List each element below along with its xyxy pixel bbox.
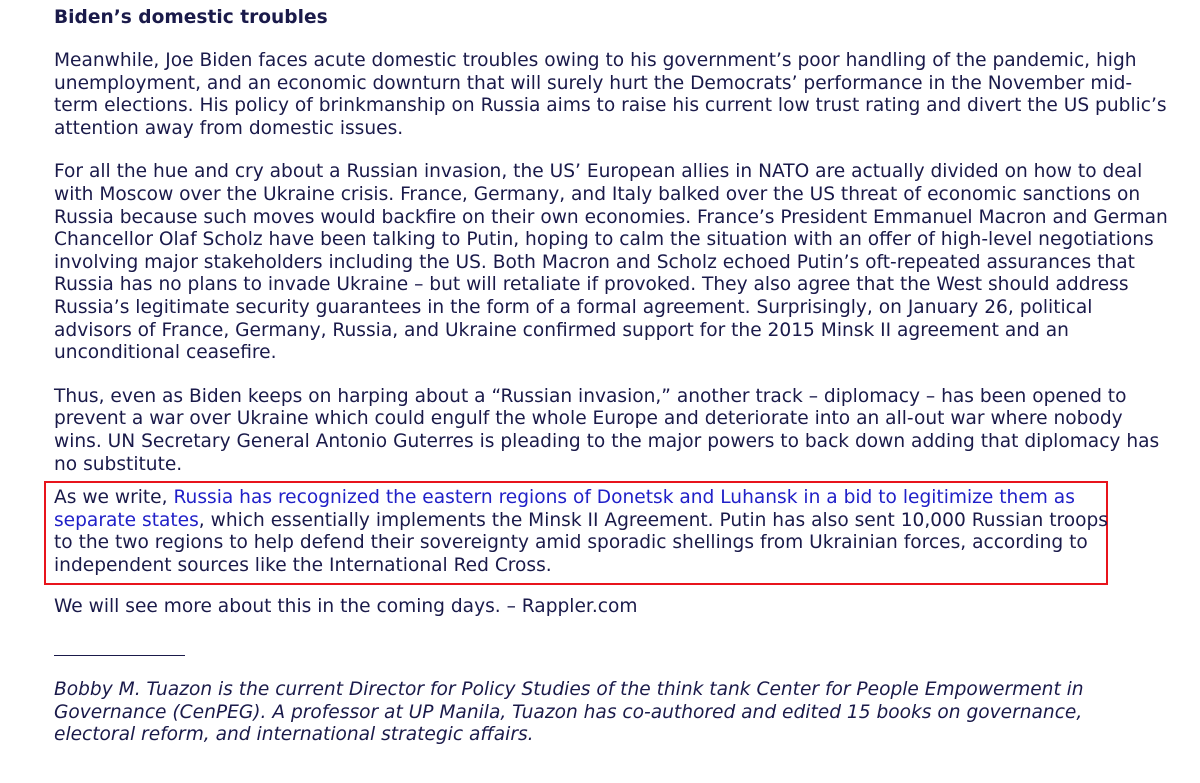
highlighted-suffix: , which essentially implements the Minsk II Agreement. Putin has also sent 10,000 Russian troops to the two regions to help defend their sovereignty amid sporadic shellings from Ukrainian forces, according to independent sources like the International Red Cross.: [54, 509, 1108, 576]
highlighted-paragraph: [54, 487, 1114, 577]
paragraph-diplomacy-track: Thus, even as Biden keeps on harping about a “Russian invasion,” another track – diplomacy – has been opened to prevent a war over Ukraine which could engulf the whole Europe and deteriorate into an all-out war where nobody wins. UN Secretary General Antonio Guterres is pleading to the major powers to back down adding that diplomacy has no substitute.: [54, 385, 1160, 475]
author-bio: Bobby M. Tuazon is the current Director for Policy Studies of the think tank Center for People Empowerment in Governance (CenPEG). A professor at UP Manila, Tuazon has co-authored and edited 15 books on governance, electoral reform, and international strategic affairs.: [54, 679, 1084, 746]
divider-rule: [54, 655, 185, 656]
paragraph-domestic-troubles: Meanwhile, Joe Biden faces acute domestic troubles owing to his government’s poor handling of the pandemic, high unemployment, and an economic downturn that will surely hurt the Democrats’ performance in the November mid-term elections. His policy of brinkmanship on Russia aims to raise his current low trust rating and divert the US public’s attention away from domestic issues.: [54, 50, 1167, 139]
recognition-link[interactable]: Russia has recognized the eastern regions of Donetsk and Luhansk in a bid to legitimize them as separate states: [54, 487, 1075, 531]
article-body: [54, 6, 1174, 497]
closing-line: We will see more about this in the coming days. – Rappler.com: [54, 596, 638, 617]
highlighted-prefix: As we write,: [54, 487, 174, 508]
paragraph-nato-divided: For all the hue and cry about a Russian invasion, the US’ European allies in NATO are actually divided on how to deal with Moscow over the Ukraine crisis. France, Germany, and Italy balked over the US threat of economic sanctions on Russia because such moves would backfire on their own economies. France’s President Emmanuel Macron and German Chancellor Olaf Scholz have been talking to Putin, hoping to calm the situation with an offer of high-level negotiations involving major stakeholders including the US. Both Macron and Scholz echoed Putin’s oft-repeated assurances that Russia has no plans to invade Ukraine – but will retaliate if provoked. They also agree that the West should address Russia’s legitimate security guarantees in the form of a formal agreement. Surprisingly, on January 26, political advisors of France, Germany, Russia, and Ukraine confirmed support for the 2015 Minsk II agreement and an unconditional ceasefire.: [54, 161, 1168, 364]
section-heading: Biden’s domestic troubles: [54, 7, 328, 28]
